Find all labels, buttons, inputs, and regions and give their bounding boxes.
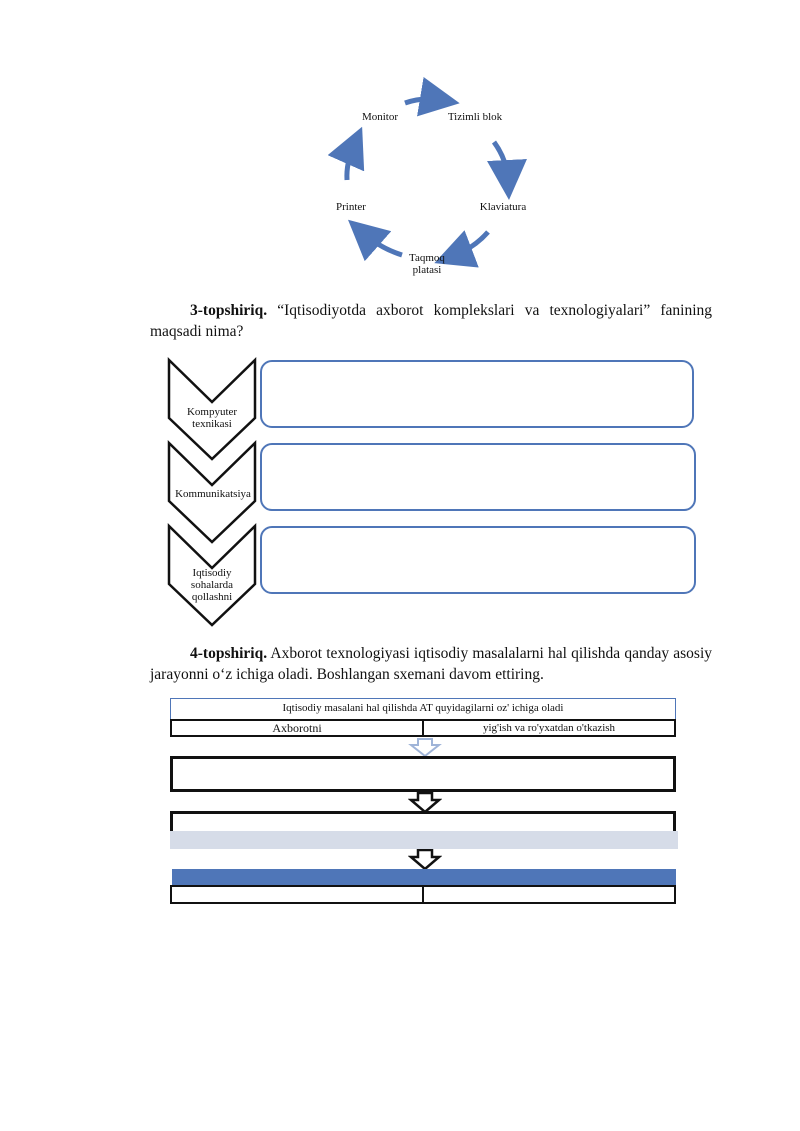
answer-box-1[interactable]	[260, 360, 694, 428]
cycle-item-klaviatura: Klaviatura	[479, 201, 527, 213]
task3-text: “Iqtisodiyotda axborot komplekslari va texnologiyalari” fanining maqsadi nima?	[150, 302, 713, 340]
scheme-row-last-right[interactable]	[422, 885, 676, 904]
cycle-arrow-bottom-left	[363, 233, 402, 255]
chevron-label-1: Kompyuter texnikasi	[186, 406, 238, 430]
cycle-item-printer: Printer	[336, 201, 366, 213]
cycle-arrows	[0, 0, 800, 290]
task3-paragraph	[150, 300, 712, 342]
task3-number: 3-topshiriq.	[190, 302, 268, 319]
scheme-empty-box-2[interactable]	[170, 811, 676, 833]
cycle-arrow-left	[347, 145, 354, 180]
answer-box-3[interactable]	[260, 526, 696, 594]
cycle-arrow-right	[494, 142, 508, 180]
task4-paragraph	[150, 643, 712, 685]
scheme-dark-band	[172, 869, 676, 886]
cycle-arrow-top	[405, 99, 440, 103]
scheme-row1-left: Axborotni	[170, 719, 424, 737]
scheme-row-last-left[interactable]	[170, 885, 424, 904]
scheme-row1-right: yig'ish va ro'yxatdan o'tkazish	[422, 719, 676, 737]
chevron-label-3: Iqtisodiy sohalarda qollashni	[190, 567, 234, 603]
cycle-arrow-bottom-right	[453, 232, 488, 256]
task4-number: 4-topshiriq.	[190, 645, 268, 662]
down-arrow-3	[408, 849, 442, 871]
scheme-header-box	[170, 698, 676, 720]
task4-text: Axborot texnologiyasi iqtisodiy masalalarni hal qilishda qanday asosiy jarayonni o‘z ichiga oladi. Boshlangan sxemani davom ettiring.	[150, 645, 712, 683]
answer-box-2[interactable]	[260, 443, 696, 511]
scheme-header: Iqtisodiy masalani hal qilishda AT quyidagilarni oz' ichiga oladi	[282, 702, 564, 714]
cycle-item-tizimli-blok: Tizimli blok	[447, 111, 503, 123]
cycle-item-taqmoq-platasi: Taqmoq platasi	[409, 252, 445, 276]
scheme-empty-box-1[interactable]	[170, 756, 676, 792]
cycle-item-monitor: Monitor	[361, 111, 399, 123]
chevron-label-2: Kommunikatsiya	[175, 488, 251, 500]
scheme-light-band	[170, 831, 678, 849]
down-arrow-1	[408, 738, 442, 758]
